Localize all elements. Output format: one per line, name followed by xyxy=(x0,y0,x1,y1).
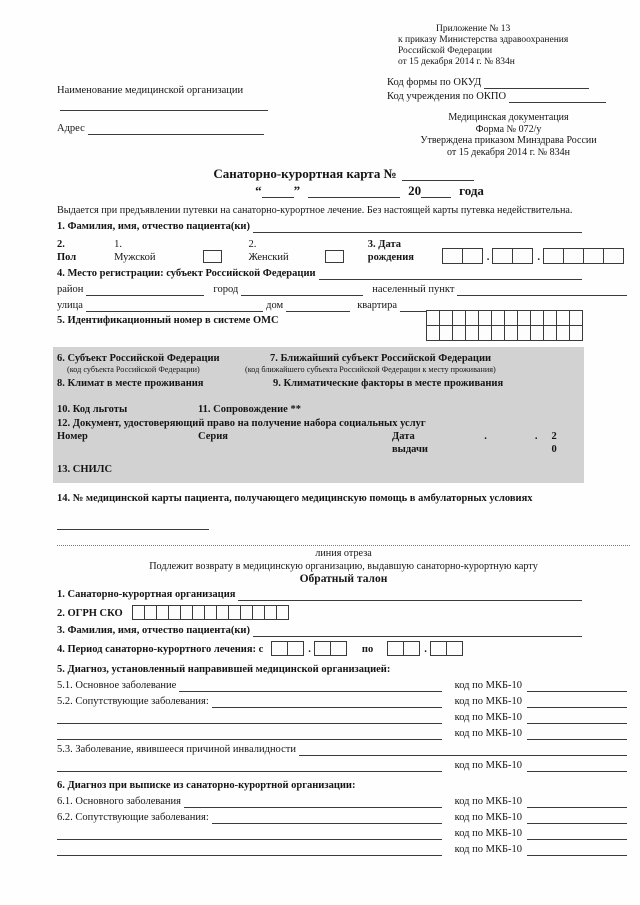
settlement-field-line[interactable] xyxy=(457,285,627,296)
digit-cell[interactable] xyxy=(439,310,453,326)
digit-cell[interactable] xyxy=(452,310,466,326)
digit-cell[interactable] xyxy=(543,248,564,264)
coupon6-2-label: 6.2. Сопутствующие заболевания: xyxy=(57,812,209,823)
field4-label: 4. Место регистрации: субъект Российской Федерации xyxy=(57,268,316,279)
discharge-concomitant-field-line[interactable] xyxy=(212,813,442,824)
disability-disease-field-line[interactable] xyxy=(57,761,442,772)
digit-cell[interactable] xyxy=(569,310,583,326)
issue-date-label: Дата выдачи xyxy=(392,431,428,455)
appendix-note xyxy=(398,24,568,68)
discharge-concomitant-field-line[interactable] xyxy=(57,829,442,840)
cell-separator-dot: . xyxy=(308,644,311,655)
field6-hint: (код субъекта Российской Федерации) xyxy=(67,365,200,374)
period-to-label: по xyxy=(361,644,374,655)
field1-label: 1. Фамилия, имя, отчество пациента(ки) xyxy=(57,221,250,232)
doc-number-label: Номер xyxy=(57,431,88,442)
field5-label: 5. Идентификационный номер в системе ОМС xyxy=(57,315,279,326)
patient-name-field-line[interactable] xyxy=(253,222,582,233)
digit-cell[interactable] xyxy=(271,641,288,656)
digit-cell[interactable] xyxy=(530,310,544,326)
okud-code-label: Код формы по ОКУД xyxy=(387,77,482,88)
open-quote: “ xyxy=(255,183,262,198)
city-label: город xyxy=(213,284,239,295)
field7-label: 7. Ближайший субъект Российской Федерации xyxy=(270,353,492,364)
digit-cell[interactable] xyxy=(287,641,304,656)
year-field-line[interactable] xyxy=(421,186,451,198)
digit-cell[interactable] xyxy=(504,325,518,341)
sex-male-checkbox[interactable] xyxy=(203,250,222,263)
digit-cell[interactable] xyxy=(583,248,604,264)
digit-cell[interactable] xyxy=(504,310,518,326)
birth-date-cells[interactable] xyxy=(443,248,624,264)
street-label: улица xyxy=(57,300,83,311)
digit-cell[interactable] xyxy=(426,325,440,341)
appendix-line: от 15 декабря 2014 г. № 834н xyxy=(398,57,515,67)
cut-line-label: линия отреза xyxy=(315,548,372,559)
digit-cell[interactable] xyxy=(426,310,440,326)
digit-cell[interactable] xyxy=(465,310,479,326)
concomitant-disease-field-line[interactable] xyxy=(57,729,442,740)
coupon6-1-label: 6.1. Основного заболевания xyxy=(57,796,181,807)
digit-cell[interactable] xyxy=(330,641,347,656)
digit-cell[interactable] xyxy=(563,248,584,264)
field3-label: 3. Дата рождения xyxy=(367,239,414,263)
doc-info-line: от 15 декабря 2014 г. № 834н xyxy=(447,146,570,158)
concomitant-disease-field-line[interactable] xyxy=(212,697,442,708)
field11-label: 11. Сопровождение ** xyxy=(198,404,301,415)
digit-cell[interactable] xyxy=(442,248,463,264)
icd-code-label: код по МКБ-10 xyxy=(454,728,522,739)
digit-cell[interactable] xyxy=(465,325,479,341)
disability-disease-field-line[interactable] xyxy=(299,745,627,756)
oms-number-grid[interactable] xyxy=(427,310,583,341)
appendix-line: к приказу Министерства здравоохранения xyxy=(398,35,569,45)
coupon5-3-label: 5.3. Заболевание, явившееся причиной инвалидности xyxy=(57,744,296,755)
house-label: дом xyxy=(266,300,284,311)
okud-code-field-line[interactable] xyxy=(484,78,589,89)
field6-label: 6. Субъект Российской Федерации xyxy=(57,353,220,364)
okpo-code-field-line[interactable] xyxy=(509,92,606,103)
appendix-line: Приложение № 13 xyxy=(436,24,511,34)
ogrn-cells[interactable] xyxy=(133,605,289,620)
icd-code-label: код по МКБ-10 xyxy=(454,696,522,707)
icd-code-label: код по МКБ-10 xyxy=(454,680,522,691)
coupon1-label: 1. Санаторно-курортная организация xyxy=(57,589,236,600)
field7-hint: (код ближайшего субъекта Российской Федерации к месту проживания) xyxy=(245,365,496,374)
field8-label: 8. Климат в месте проживания xyxy=(57,378,204,389)
digit-cell[interactable] xyxy=(556,325,570,341)
period-from-cells[interactable] xyxy=(272,641,347,656)
discharge-main-disease-field-line[interactable] xyxy=(184,797,442,808)
year-prefix: 20 xyxy=(408,183,422,198)
day-field-line[interactable] xyxy=(262,186,294,198)
okpo-code-label: Код учреждения по ОКПО xyxy=(387,91,507,102)
digit-cell[interactable] xyxy=(603,248,624,264)
digit-cell[interactable] xyxy=(276,605,289,620)
org-name-label: Наименование медицинской организации xyxy=(57,85,244,96)
digit-cell[interactable] xyxy=(556,310,570,326)
month-field-line[interactable] xyxy=(308,186,400,198)
cell-separator-dot: . xyxy=(424,644,427,655)
form-title-text: Санаторно-курортная карта № xyxy=(213,166,397,181)
digit-cell[interactable] xyxy=(403,641,420,656)
icd-code-field-line[interactable] xyxy=(527,813,627,824)
icd-code-label: код по МКБ-10 xyxy=(454,828,522,839)
digit-cell[interactable] xyxy=(517,325,531,341)
icd-code-label: код по МКБ-10 xyxy=(454,844,522,855)
digit-cell[interactable] xyxy=(446,641,463,656)
icd-code-field-line[interactable] xyxy=(527,697,627,708)
period-to-cells[interactable] xyxy=(388,641,463,656)
digit-cell[interactable] xyxy=(543,325,557,341)
sex-female-checkbox[interactable] xyxy=(325,250,344,263)
form-title xyxy=(57,166,630,181)
cut-line xyxy=(57,545,630,546)
address-field-line[interactable] xyxy=(88,124,264,135)
appendix-line: Российской Федерации xyxy=(398,46,493,56)
intro-note: Выдается при предъявлении путевки на санаторно-курортное лечение. Без настоящей карты путевка недействительна. xyxy=(57,205,573,216)
discharge-concomitant-field-line[interactable] xyxy=(57,845,442,856)
sanatorium-org-field-line[interactable] xyxy=(238,590,582,601)
doc-series-label: Серия xyxy=(198,431,228,442)
digit-cell[interactable] xyxy=(512,248,533,264)
digit-cell[interactable] xyxy=(517,310,531,326)
digit-cell[interactable] xyxy=(491,310,505,326)
settlement-label: населенный пункт xyxy=(372,284,455,295)
digit-cell[interactable] xyxy=(478,325,492,341)
coupon4-label: 4. Период санаторно-курортного лечения: с xyxy=(57,644,264,655)
year-suffix: года xyxy=(459,183,484,198)
sex-female-label: 2. Женский xyxy=(248,239,289,263)
apartment-label: квартира xyxy=(357,300,397,311)
card-number-field-line[interactable] xyxy=(402,169,474,181)
highlighted-block xyxy=(53,347,584,483)
icd-code-field-line[interactable] xyxy=(527,829,627,840)
issue-year-prefix: 2 0 xyxy=(551,431,563,455)
doc-info-line: Форма № 072/у xyxy=(475,123,542,135)
digit-cell[interactable] xyxy=(478,310,492,326)
field12-label: 12. Документ, удостоверяющий право на получение набора социальных услуг xyxy=(57,418,426,429)
return-note: Подлежит возврату в медицинскую организацию, выдавшую санаторно-курортную карту xyxy=(149,561,538,572)
digit-cell[interactable] xyxy=(439,325,453,341)
coupon5-label: 5. Диагноз, установленный направившей медицинской организацией: xyxy=(57,664,391,675)
digit-cell[interactable] xyxy=(492,248,513,264)
close-quote: ” xyxy=(293,183,301,198)
icd-code-field-line[interactable] xyxy=(527,797,627,808)
field9-label: 9. Климатические факторы в месте проживания xyxy=(273,378,504,389)
icd-code-field-line[interactable] xyxy=(527,845,627,856)
digit-cell[interactable] xyxy=(314,641,331,656)
outpatient-card-number-field-line[interactable] xyxy=(57,519,209,530)
coupon2-label: 2. ОГРН СКО xyxy=(57,608,123,619)
icd-code-field-line[interactable] xyxy=(527,713,627,724)
coupon3-label: 3. Фамилия, имя, отчество пациента(ки) xyxy=(57,625,250,636)
street-field-line[interactable] xyxy=(86,301,263,312)
city-field-line[interactable] xyxy=(241,285,363,296)
digit-cell[interactable] xyxy=(569,325,583,341)
coupon-title: Обратный талон xyxy=(299,573,388,585)
digit-cell[interactable] xyxy=(530,325,544,341)
doc-info-block xyxy=(385,112,632,158)
house-field-line[interactable] xyxy=(286,301,350,312)
region-field-line[interactable] xyxy=(319,269,582,280)
digit-cell[interactable] xyxy=(543,310,557,326)
field14-label: 14. № медицинской карты пациента, получающего медицинскую помощь в амбулаторных условиях xyxy=(57,493,533,504)
coupon5-2-label: 5.2. Сопутствующие заболевания: xyxy=(57,696,209,707)
sex-male-label: 1. Мужской xyxy=(114,239,156,263)
org-name-field-line[interactable] xyxy=(60,100,268,111)
digit-cell[interactable] xyxy=(430,641,447,656)
icd-code-label: код по МКБ-10 xyxy=(454,796,522,807)
issue-date-dot: . xyxy=(534,431,538,442)
coupon-patient-name-field-line[interactable] xyxy=(253,626,582,637)
form-date-row xyxy=(83,183,640,198)
field10-label: 10. Код льготы xyxy=(57,404,128,415)
digit-cell[interactable] xyxy=(452,325,466,341)
coupon5-1-label: 5.1. Основное заболевание xyxy=(57,680,177,691)
address-label: Адрес xyxy=(57,123,85,134)
icd-code-field-line[interactable] xyxy=(527,761,627,772)
district-field-line[interactable] xyxy=(86,285,204,296)
field2-label: 2. Пол xyxy=(57,239,77,263)
icd-code-label: код по МКБ-10 xyxy=(454,760,522,771)
digit-cell[interactable] xyxy=(462,248,483,264)
digit-cell[interactable] xyxy=(491,325,505,341)
district-label: район xyxy=(57,284,84,295)
cell-separator-dot: . xyxy=(537,252,540,263)
coupon6-label: 6. Диагноз при выписке из санаторно-курортной организации: xyxy=(57,780,356,791)
icd-code-field-line[interactable] xyxy=(527,681,627,692)
digit-cell[interactable] xyxy=(387,641,404,656)
field13-label: 13. СНИЛС xyxy=(57,464,113,475)
icd-code-label: код по МКБ-10 xyxy=(454,712,522,723)
main-disease-field-line[interactable] xyxy=(179,681,441,692)
issue-date-dot: . xyxy=(484,431,487,442)
doc-info-line: Медицинская документация xyxy=(448,112,569,123)
icd-code-field-line[interactable] xyxy=(527,729,627,740)
icd-code-label: код по МКБ-10 xyxy=(454,812,522,823)
cell-separator-dot: . xyxy=(486,252,490,263)
concomitant-disease-field-line[interactable] xyxy=(57,713,442,724)
doc-info-line: Утверждена приказом Минздрава России xyxy=(420,135,597,146)
